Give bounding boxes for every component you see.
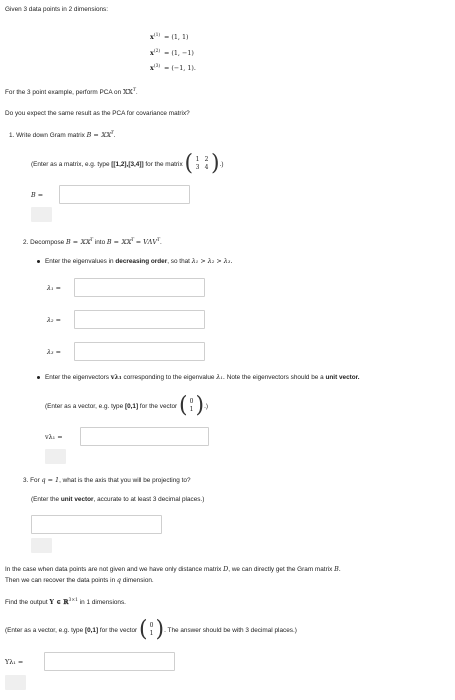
distance-feedback-box bbox=[5, 675, 26, 690]
bullet-dot bbox=[37, 376, 40, 379]
distance-vector-hint: (Enter as a vector, e.g. type [0,1] for the vector ( 0 1 ). The answer should be with 3 decimal places.) bbox=[5, 617, 297, 642]
gram-matrix-input[interactable] bbox=[59, 185, 190, 204]
distance-line-2: Then we can recover the data points in q dimension. bbox=[5, 576, 154, 584]
distance-line-1: In the case when data points are not given and we have only distance matrix D, we can directly get the Gram matrix B. bbox=[5, 565, 341, 573]
eigenvalue-instruction: Enter the eigenvalues in decreasing order, so that λ₁ > λ₂ > λ₃. bbox=[45, 257, 233, 265]
lambda2-input[interactable] bbox=[74, 310, 205, 329]
example-vector: ( 0 1 ) bbox=[178, 393, 205, 418]
lambda3-input[interactable] bbox=[74, 342, 205, 361]
eigenvector-instruction: Enter the eigenvectors vλ₁ corresponding to the eigenvalue λ₁. Note the eigenvectors should be a unit vector. bbox=[45, 373, 360, 381]
eigenvector-input[interactable] bbox=[80, 427, 209, 446]
q3-feedback-box bbox=[31, 538, 52, 553]
lambda1-input[interactable] bbox=[74, 278, 205, 297]
lambda1-label: λ₁ = bbox=[47, 284, 61, 292]
lambda3-label: λ₃ = bbox=[47, 348, 61, 356]
q1-feedback-box bbox=[31, 207, 52, 222]
lambda2-label: λ₂ = bbox=[47, 316, 61, 324]
find-output-text: Find the output Y ∈ ℝ$^{3\times 1}$ in 1 dimensions. bbox=[5, 598, 126, 607]
point-1: $x^{(1)} = (1$, 1) bbox=[150, 33, 189, 42]
point-2: $x^{(2)} = (1$, −1) bbox=[150, 48, 194, 57]
projection-axis-input[interactable] bbox=[31, 515, 162, 534]
q2-title: 2. Decompose B = 𝕏𝕏$^T$ into B = 𝕏𝕏$^T$ = $V\Lambda V^T$. bbox=[23, 238, 162, 247]
data-points bbox=[150, 29, 196, 76]
q1-title: 1. Write down Gram matrix B = 𝕏𝕏$^T$. bbox=[9, 131, 116, 140]
covariance-question: Do you expect the same result as the PCA for covariance matrix? bbox=[5, 110, 190, 117]
intro-text: Given 3 data points in 2 dimensions: bbox=[5, 6, 109, 13]
q1-hint: (Enter as a matrix, e.g. type [[1,2],[3,4]] for the matrix ( 1 2 3 4 ).) bbox=[31, 151, 224, 176]
example-matrix: ( 1 2 3 4 ) bbox=[184, 151, 220, 176]
bullet-dot bbox=[37, 260, 40, 263]
q3-hint: (Enter the unit vector, accurate to at least 3 decimal places.) bbox=[31, 496, 205, 503]
q3-title: 3. For q = 1, what is the axis that you will be projecting to? bbox=[23, 476, 191, 484]
output-y-input[interactable] bbox=[44, 652, 175, 671]
example-vector: ( 0 1 ) bbox=[138, 617, 165, 642]
eigenvector-label: vλ₁ = bbox=[45, 433, 63, 441]
q1-answer-label: B = bbox=[31, 191, 44, 199]
q2-vector-hint: (Enter as a vector, e.g. type [0,1] for the vector ( 0 1 ).) bbox=[45, 393, 209, 418]
point-3: $x^{(3)} = (-1$, 1). bbox=[150, 64, 196, 73]
output-y-label: Yλ₁ = bbox=[5, 658, 24, 666]
task-text: For the 3 point example, perform PCA on 𝕏𝕏$^T$. bbox=[5, 88, 138, 97]
q2-feedback-box bbox=[45, 449, 66, 464]
